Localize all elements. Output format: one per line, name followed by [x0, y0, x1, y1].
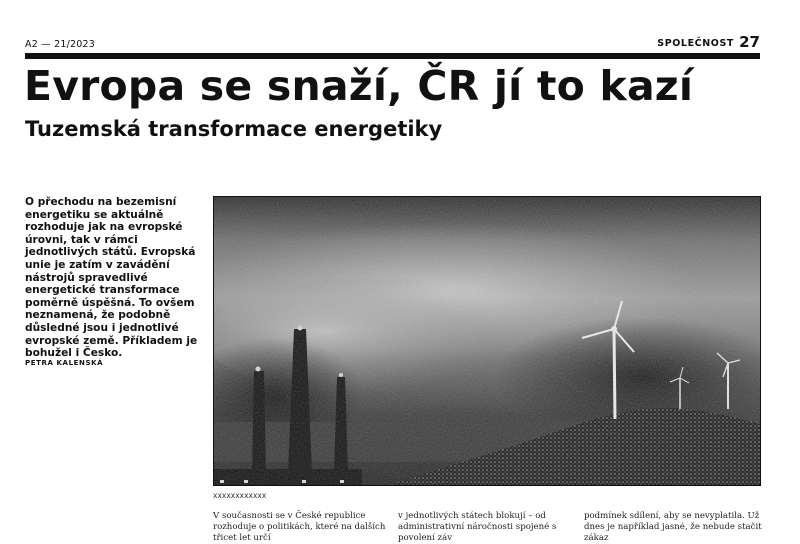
body-column-1: V současnosti se v České republice rozhoduje o politikách, které na dalších třicet let určí	[213, 511, 386, 543]
page-header	[25, 33, 760, 53]
article-illustration	[213, 196, 761, 486]
page-number: 27	[739, 33, 760, 51]
body-column-2: v jednotlivých státech blokují – od administrativní náročnosti spojené s povolení záv	[398, 511, 557, 543]
image-caption: xxxxxxxxxxxx	[213, 491, 267, 500]
article-subtitle: Tuzemská transformace energetiky	[25, 117, 443, 141]
body-column-3: podmínek sdílení, aby se nevyplatila. Už dnes je například jasné, že nebude stačit zákaz	[584, 511, 762, 543]
issue-number: A2 — 21/2023	[25, 39, 95, 50]
article-title: Evropa se snaží, ČR jí to kazí	[24, 62, 694, 110]
header-rule	[25, 53, 760, 59]
article-perex: O přechodu na bezemisní energetiku se aktuálně rozhoduje jak na evropské úrovni, tak v rámci jednotlivých států. Evropská unie je zatím v zavádění nástrojů spravedlivé energetické transformace poměrně úspěšná. To ovšem neznamená, že podobně důsledné jsou i jednotlivé evropské země. Příkladem je bohužel i Česko.	[25, 196, 198, 360]
grain-overlay	[214, 197, 761, 486]
section-label: SPOLEČNOST	[657, 38, 734, 49]
author-byline: PETRA KALENSKÁ	[25, 359, 104, 367]
